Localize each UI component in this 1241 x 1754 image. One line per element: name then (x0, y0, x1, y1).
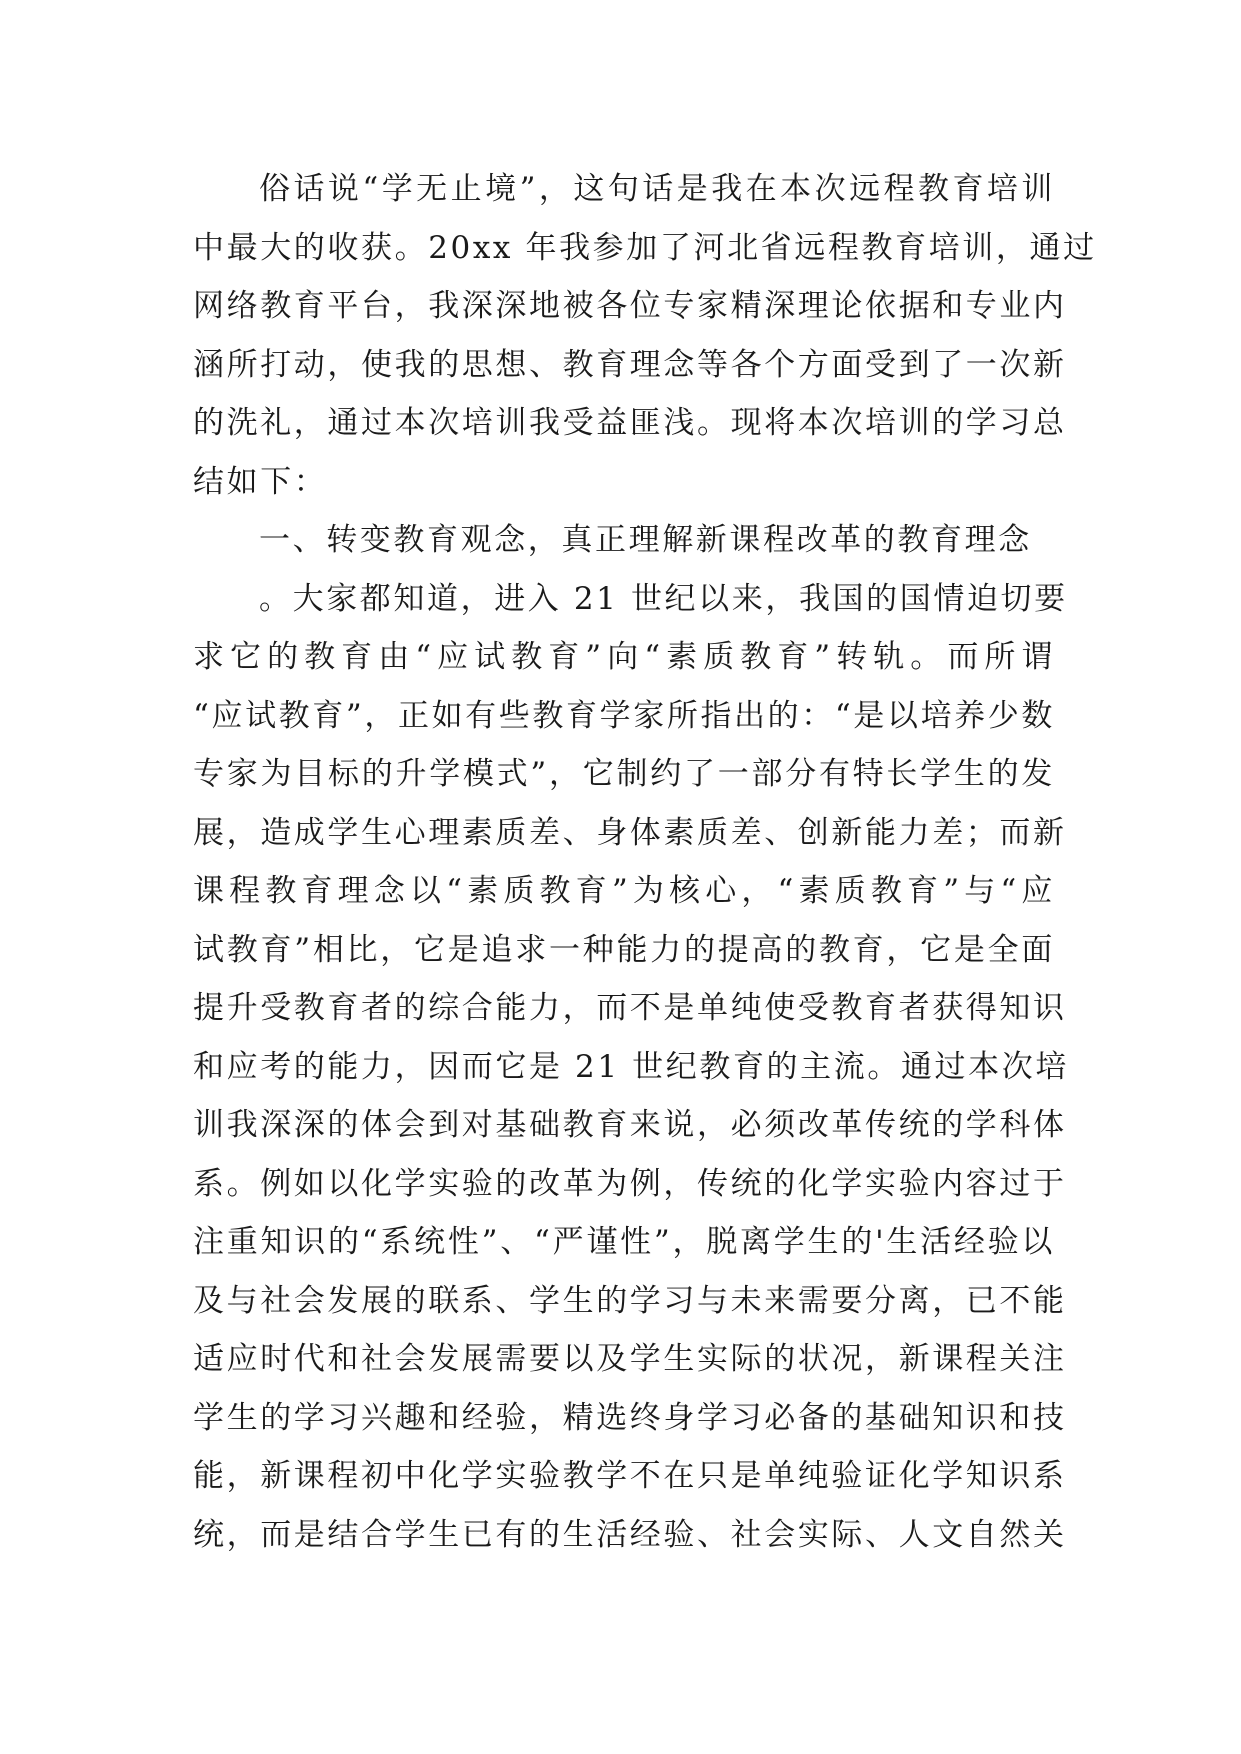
paragraph-line: 统，而是结合学生已有的生活经验、社会实际、人文自然关 (193, 1516, 1067, 1553)
paragraph-line: 提升受教育者的综合能力，而不是单纯使受教育者获得知识 (193, 990, 1067, 1026)
paragraph-line: 训我深深的体会到对基础教育来说，必须改革传统的学科体 (193, 1107, 1067, 1143)
paragraph-line: 和应考的能力，因而它是 21 世纪教育的主流。通过本次培 (193, 1048, 1069, 1085)
paragraph-line: 结如下： (193, 463, 328, 500)
paragraph-line: 及与社会发展的联系、学生的学习与未来需要分离，已不能 (193, 1282, 1067, 1319)
paragraph-line: 。大家都知道，进入 21 世纪以来，我国的国情迫切要 (259, 580, 1068, 617)
paragraph-line: 系。例如以化学实验的改革为例，传统的化学实验内容过于 (193, 1165, 1067, 1202)
section-heading: 一、转变教育观念，真正理解新课程改革的教育理念 (259, 522, 1032, 558)
paragraph-line: 网络教育平台，我深深地被各位专家精深理论依据和专业内 (193, 288, 1067, 324)
paragraph-line: “应试教育”，正如有些教育学家所指出的：“是以培养少数 (193, 697, 1055, 734)
paragraph-line: 涵所打动，使我的思想、教育理念等各个方面受到了一次新 (193, 346, 1067, 383)
paragraph-line: 俗话说“学无止境”，这句话是我在本次远程教育培训 (259, 171, 1055, 207)
paragraph-line: 适应时代和社会发展需要以及学生实际的状况，新课程关注 (193, 1341, 1067, 1377)
paragraph-line: 课程教育理念以“素质教育”为核心，“素质教育”与“应 (193, 873, 1055, 909)
document-body (193, 160, 1097, 1564)
paragraph-line: 专家为目标的升学模式”，它制约了一部分有特长学生的发 (193, 756, 1055, 792)
paragraph-line: 能，新课程初中化学实验教学不在只是单纯验证化学知识系 (193, 1458, 1067, 1494)
paragraph-line: 求它的教育由“应试教育”向“素质教育”转轨。而所谓 (193, 639, 1055, 675)
paragraph-line: 展，造成学生心理素质差、身体素质差、创新能力差；而新 (193, 814, 1067, 851)
paragraph-line: 学生的学习兴趣和经验，精选终身学习必备的基础知识和技 (193, 1399, 1067, 1436)
paragraph-line: 的洗礼，通过本次培训我受益匪浅。现将本次培训的学习总 (193, 405, 1067, 441)
paragraph-line: 中最大的收获。20xx 年我参加了河北省远程教育培训，通过 (193, 229, 1097, 266)
paragraph-line: 试教育”相比，它是追求一种能力的提高的教育，它是全面 (193, 931, 1055, 968)
paragraph-line: 注重知识的“系统性”、“严谨性”，脱离学生的'生活经验以 (193, 1224, 1055, 1260)
